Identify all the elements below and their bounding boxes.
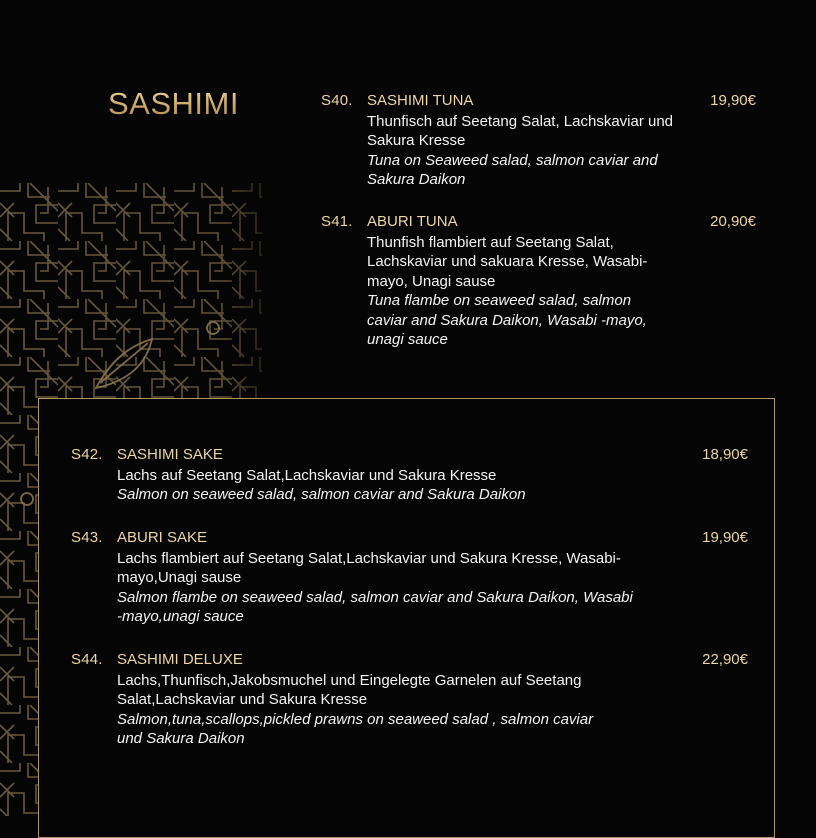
item-desc-de: Thunfish flambiert auf Seetang Salat, Lachskaviar und sakuara Kresse, Wasabi-mayo, Unagi sause	[367, 234, 648, 290]
item-desc-en: Tuna flambe on seaweed salad, salmon caviar and Sakura Daikon, Wasabi -mayo, unagi sauce	[367, 292, 647, 349]
item-name: SASHIMI DELUXE	[117, 651, 243, 668]
menu-item-s44	[71, 651, 748, 751]
item-desc-en: Tuna on Seaweed salad, salmon caviar and Sakura Daikon	[367, 151, 658, 189]
item-price: 22,90€	[702, 651, 748, 668]
item-price: 19,90€	[702, 529, 748, 546]
item-code: S41.	[321, 213, 353, 230]
item-code: S44.	[71, 651, 103, 668]
item-name: ABURI TUNA	[367, 213, 458, 230]
item-code: S42.	[71, 446, 103, 463]
item-desc-de: Lachs auf Seetang Salat,Lachskaviar und Sakura Kresse	[117, 467, 497, 484]
item-desc-en: Salmon flambe on seaweed salad, salmon caviar and Sakura Daikon, Wasabi -mayo,unagi sauce	[117, 588, 633, 626]
item-desc-en: Salmon on seaweed salad, salmon caviar and Sakura Daikon	[117, 486, 526, 504]
item-desc-de: Lachs flambiert auf Seetang Salat,Lachskaviar und Sakura Kresse, Wasabi-mayo,Unagi sause	[117, 550, 621, 587]
page-title: SASHIMI	[108, 86, 239, 121]
framed-menu-panel	[38, 398, 775, 838]
menu-item-s40	[321, 92, 761, 192]
item-name: ABURI SAKE	[117, 529, 208, 546]
item-desc-en: Salmon,tuna,scallops,pickled prawns on seaweed salad , salmon caviar und Sakura Daikon	[117, 710, 594, 748]
item-desc-de: Lachs,Thunfisch,Jakobsmuchel und Eingelegte Garnelen auf Seetang Salat,Lachskaviar und Sakura Kresse	[117, 672, 582, 709]
menu-item-s43	[71, 529, 748, 629]
item-code: S43.	[71, 529, 103, 546]
item-desc-de: Thunfisch auf Seetang Salat, Lachskaviar und Sakura Kresse	[367, 113, 674, 150]
item-price: 20,90€	[710, 213, 756, 230]
item-name: SASHIMI TUNA	[367, 92, 474, 109]
item-price: 19,90€	[710, 92, 756, 109]
item-code: S40.	[321, 92, 353, 109]
menu-item-s41	[321, 213, 761, 353]
item-price: 18,90€	[702, 446, 748, 463]
item-name: SASHIMI SAKE	[117, 446, 223, 463]
menu-item-s42	[71, 446, 748, 506]
